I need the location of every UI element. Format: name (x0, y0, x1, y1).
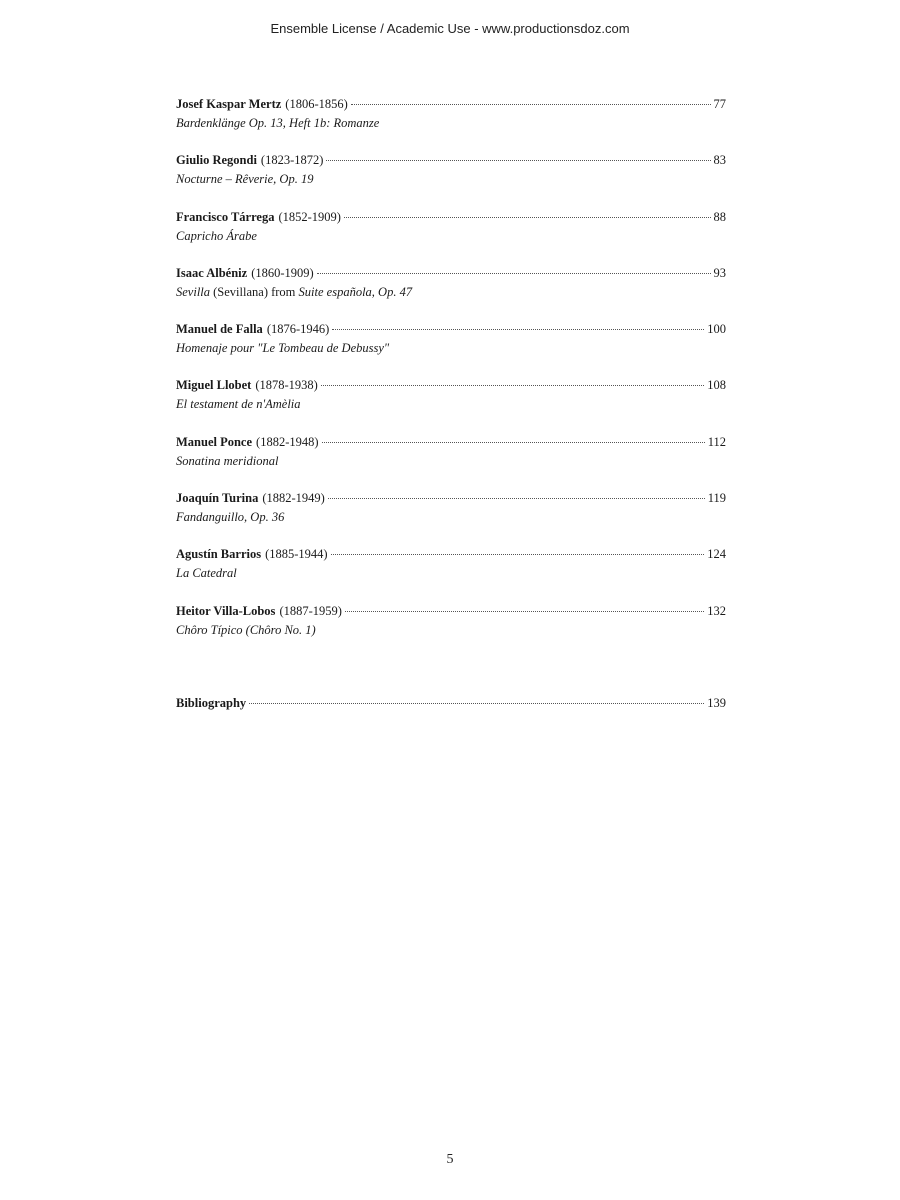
toc-entry-heading (176, 208, 726, 227)
composer-name: Miguel Llobet (176, 378, 252, 393)
work-title-segment: Sevilla (176, 284, 211, 299)
composer-years: (1876-1946) (266, 322, 330, 337)
toc-entry-heading (176, 545, 726, 564)
work-title (176, 621, 726, 640)
work-title-segment: Suite española, Op. 47 (298, 284, 413, 299)
toc-page-number: 119 (707, 491, 726, 506)
dot-leader (332, 329, 704, 330)
composer-years: (1878-1938) (255, 378, 318, 393)
toc-page-number: 100 (707, 322, 726, 337)
bibliography-label: Bibliography (176, 696, 247, 710)
toc-entry (176, 489, 726, 545)
toc-page-number: 93 (713, 265, 726, 280)
toc-entry-heading (176, 602, 726, 621)
work-title (176, 564, 726, 583)
composer-name: Isaac Albéniz (176, 265, 248, 280)
toc-page-number: 77 (713, 97, 726, 111)
work-title (176, 452, 726, 471)
work-title (176, 508, 726, 527)
toc-entry (176, 545, 726, 601)
toc-entry (176, 320, 726, 376)
dot-leader (344, 217, 711, 218)
toc-entry (176, 602, 726, 658)
composer-years: (1882-1948) (256, 434, 319, 449)
dot-leader (326, 160, 710, 161)
work-title-segment: El testament de n'Amèlia (176, 397, 301, 412)
dot-leader (351, 104, 711, 105)
composer-years: (1882-1949) (262, 491, 325, 506)
toc-page-number: 83 (713, 153, 726, 168)
dot-leader (322, 442, 705, 443)
work-title (176, 395, 726, 414)
dot-leader (345, 611, 704, 612)
dot-leader (317, 273, 711, 274)
toc-page-number: 108 (707, 378, 726, 393)
toc-entry (176, 208, 726, 264)
toc-page-number: 112 (707, 434, 726, 449)
work-title (176, 114, 726, 133)
composer-name: Giulio Regondi (176, 153, 257, 168)
dot-leader (328, 498, 705, 499)
bibliography-page-number: 139 (707, 696, 726, 710)
toc-entry (176, 95, 726, 151)
dot-leader (331, 554, 705, 555)
work-title-segment: Sonatina meridional (176, 453, 279, 468)
work-title-segment: Chôro Típico (Chôro No. 1) (176, 622, 316, 637)
page-number: 5 (446, 1152, 454, 1167)
work-title-segment: Nocturne – Rêverie, Op. 19 (176, 172, 314, 187)
work-title-segment: Capricho Árabe (176, 228, 257, 243)
work-title (176, 227, 726, 246)
composer-years: (1887-1959) (279, 603, 342, 618)
toc-page-number: 132 (707, 603, 726, 618)
work-title-segment: (Sevillana) from (210, 284, 299, 299)
composer-years: (1806-1856) (285, 97, 348, 111)
toc-entry-heading (176, 151, 726, 170)
dot-leader (321, 385, 704, 386)
page-header: Ensemble License / Academic Use - www.productionsdoz.com (270, 21, 630, 36)
toc-entry-heading (176, 264, 726, 283)
composer-name: Joaquín Turina (176, 491, 259, 506)
toc-entry-heading (176, 95, 726, 114)
work-title-segment: Homenaje pour "Le Tombeau de Debussy" (176, 341, 390, 356)
composer-name: Heitor Villa-Lobos (176, 603, 276, 618)
toc-entry (176, 264, 726, 320)
dot-leader (249, 703, 704, 704)
work-title (176, 283, 726, 302)
composer-name: Manuel de Falla (176, 322, 263, 337)
toc-page-number: 124 (707, 547, 726, 562)
toc-entry-bibliography (176, 694, 726, 713)
composer-years: (1823-1872) (260, 153, 324, 168)
table-of-contents (176, 95, 726, 658)
toc-entry (176, 433, 726, 489)
composer-name: Francisco Tárrega (176, 209, 275, 224)
toc-entry-heading (176, 320, 726, 339)
work-title-segment: Bardenklänge Op. 13, Heft 1b: Romanze (176, 116, 380, 130)
toc-entry-heading (176, 433, 726, 452)
composer-name: Agustín Barrios (176, 547, 262, 562)
toc-entry (176, 151, 726, 207)
toc-entry-heading (176, 489, 726, 508)
composer-years: (1885-1944) (265, 547, 328, 562)
work-title (176, 339, 726, 358)
composer-years: (1852-1909) (278, 209, 341, 224)
toc-entry-heading (176, 376, 726, 395)
composer-name: Manuel Ponce (176, 434, 253, 449)
composer-years: (1860-1909) (251, 265, 314, 280)
work-title-segment: Fandanguillo, Op. 36 (176, 510, 285, 525)
composer-name: Josef Kaspar Mertz (176, 97, 282, 111)
work-title-segment: La Catedral (176, 566, 237, 581)
toc-page-number: 88 (713, 209, 726, 224)
work-title (176, 170, 726, 189)
toc-entry (176, 376, 726, 432)
